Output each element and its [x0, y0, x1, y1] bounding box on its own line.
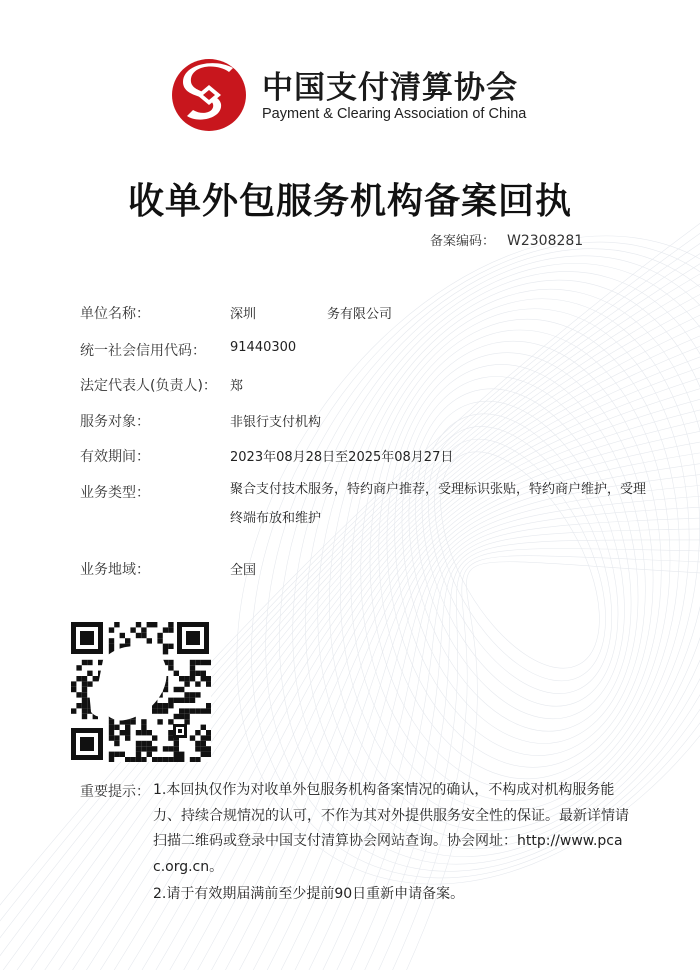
- validity-value: 2023年08月28日至2025年08月27日: [230, 450, 454, 465]
- note-item-1: 1.本回执仅作为对收单外包服务机构备案情况的确认，不构成对机构服务能力、持续合规情况的认可，不作为其对外提供服务安全性的保证。最新详情请扫描二维码或登录中国支付清算协会网站查询。协会网址：http://www.pcac.org.cn。: [153, 782, 629, 875]
- filing-number-label: 备案编码：: [430, 234, 496, 249]
- org-name-en: Payment & Clearing Association of China: [262, 106, 527, 122]
- credit-code-label: 统一社会信用代码：: [80, 343, 206, 359]
- qr-code-icon[interactable]: [69, 620, 211, 762]
- company-value-end: 务有限公司: [327, 307, 393, 322]
- company-value-start: 深圳: [230, 307, 257, 322]
- filing-number-line: [430, 230, 583, 249]
- service-target-label: 服务对象：: [80, 414, 150, 430]
- company-label: 单位名称：: [80, 306, 150, 322]
- credit-code-value: 91440300: [230, 340, 297, 355]
- pcac-logo-icon: [171, 58, 247, 132]
- service-target-value: 非银行支付机构: [230, 415, 322, 430]
- legal-rep-value: 郑: [230, 379, 244, 394]
- legal-rep-label: 法定代表人(负责人)：: [80, 378, 217, 394]
- business-type-value: 聚合支付技术服务，特约商户推荐，受理标识张贴，特约商户维护，受理终端布放和维护: [230, 482, 647, 526]
- validity-label: 有效期间：: [80, 449, 150, 465]
- note-item-2: 2.请于有效期届满前至少提前90日重新申请备案。: [153, 886, 465, 902]
- filing-number-value: W2308281: [507, 233, 584, 249]
- document-title: 收单外包服务机构备案回执: [127, 181, 572, 222]
- business-type-label: 业务类型：: [80, 485, 150, 501]
- region-label: 业务地域：: [80, 562, 150, 578]
- notes-label: 重要提示：: [80, 784, 150, 800]
- org-name-cn: 中国支付清算协会: [262, 70, 518, 106]
- region-value: 全国: [230, 563, 257, 578]
